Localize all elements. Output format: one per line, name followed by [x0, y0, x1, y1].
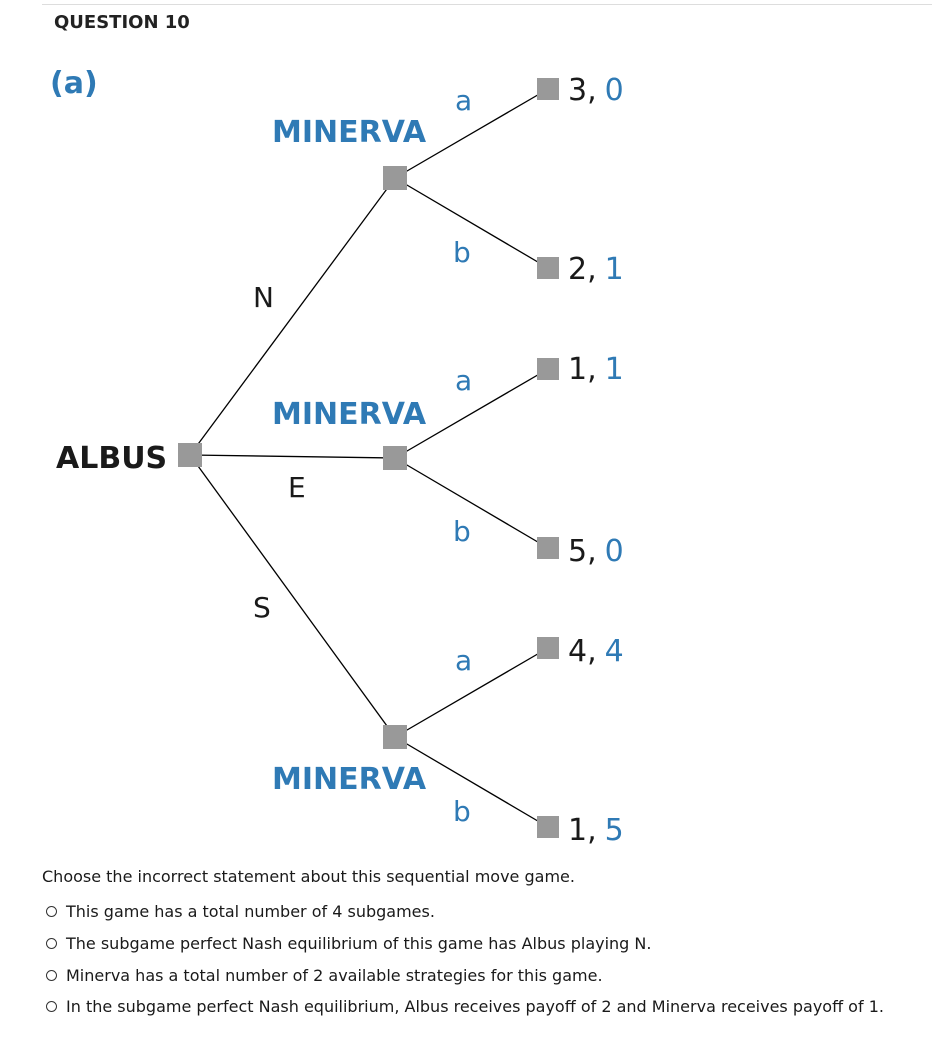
minerva-top-node — [383, 166, 407, 190]
answer-option-1[interactable] — [46, 896, 884, 928]
payoff-label — [568, 634, 624, 669]
payoff-label — [568, 352, 624, 387]
payoff-label — [568, 534, 624, 569]
radio-button[interactable] — [46, 906, 57, 917]
question-title: QUESTION 10 — [54, 12, 190, 33]
payoff-albus: 3 — [568, 73, 588, 108]
option-label: This game has a total number of 4 subgames. — [66, 902, 435, 922]
albus-node — [178, 443, 202, 467]
payoff-label — [568, 73, 624, 108]
payoff-minerva: 4 — [604, 634, 624, 669]
payoff-albus: 4 — [568, 634, 588, 669]
terminal-node — [537, 816, 559, 838]
payoff-minerva: 1 — [604, 252, 624, 287]
answer-options — [46, 896, 884, 1023]
payoff-separator: , — [587, 73, 597, 108]
move-label-e: E — [288, 471, 306, 504]
move-label-n: N — [253, 281, 274, 314]
payoff-minerva: 1 — [604, 352, 624, 387]
terminal-node — [537, 358, 559, 380]
answer-option-2[interactable] — [46, 928, 884, 960]
minerva-bottom-node — [383, 725, 407, 749]
terminal-node — [537, 637, 559, 659]
payoff-separator: , — [587, 634, 597, 669]
answer-option-3[interactable] — [46, 959, 884, 991]
option-label: In the subgame perfect Nash equilibrium, Albus receives payoff of 2 and Minerva receives payoff of 1. — [66, 997, 884, 1017]
radio-button[interactable] — [46, 938, 57, 949]
move-label-b: b — [453, 515, 471, 548]
player-label-minerva: MINERVA — [272, 397, 427, 432]
payoff-albus: 1 — [568, 352, 588, 387]
terminal-node — [537, 257, 559, 279]
payoff-separator: , — [587, 252, 597, 287]
part-label: (a) — [50, 66, 98, 101]
move-label-b: b — [453, 795, 471, 828]
move-label-s: S — [253, 591, 271, 624]
payoff-albus: 1 — [568, 813, 588, 848]
edge-albus-e — [190, 455, 395, 458]
payoff-albus: 2 — [568, 252, 588, 287]
payoff-separator: , — [587, 352, 597, 387]
terminal-node — [537, 78, 559, 100]
option-label: Minerva has a total number of 2 available strategies for this game. — [66, 965, 603, 985]
payoff-label — [568, 813, 624, 848]
payoff-minerva: 0 — [604, 73, 624, 108]
payoff-minerva: 0 — [604, 534, 624, 569]
player-label-albus: ALBUS — [56, 441, 168, 476]
move-label-a: a — [455, 84, 473, 117]
move-label-a: a — [455, 364, 473, 397]
terminal-node — [537, 537, 559, 559]
edge-top-b — [395, 178, 548, 268]
payoff-albus: 5 — [568, 534, 588, 569]
player-label-minerva: MINERVA — [272, 762, 427, 797]
payoff-separator: , — [587, 813, 597, 848]
payoff-separator: , — [587, 534, 597, 569]
payoff-label — [568, 252, 624, 287]
player-label-minerva: MINERVA — [272, 115, 427, 150]
move-label-a: a — [455, 644, 473, 677]
question-prompt: Choose the incorrect statement about this sequential move game. — [42, 867, 575, 886]
minerva-mid-node — [383, 446, 407, 470]
radio-button[interactable] — [46, 970, 57, 981]
payoff-minerva: 5 — [604, 813, 624, 848]
move-label-b: b — [453, 236, 471, 269]
edge-mid-b — [395, 458, 548, 548]
answer-option-4[interactable] — [46, 991, 884, 1023]
radio-button[interactable] — [46, 1001, 57, 1012]
option-label: The subgame perfect Nash equilibrium of this game has Albus playing N. — [66, 934, 652, 954]
